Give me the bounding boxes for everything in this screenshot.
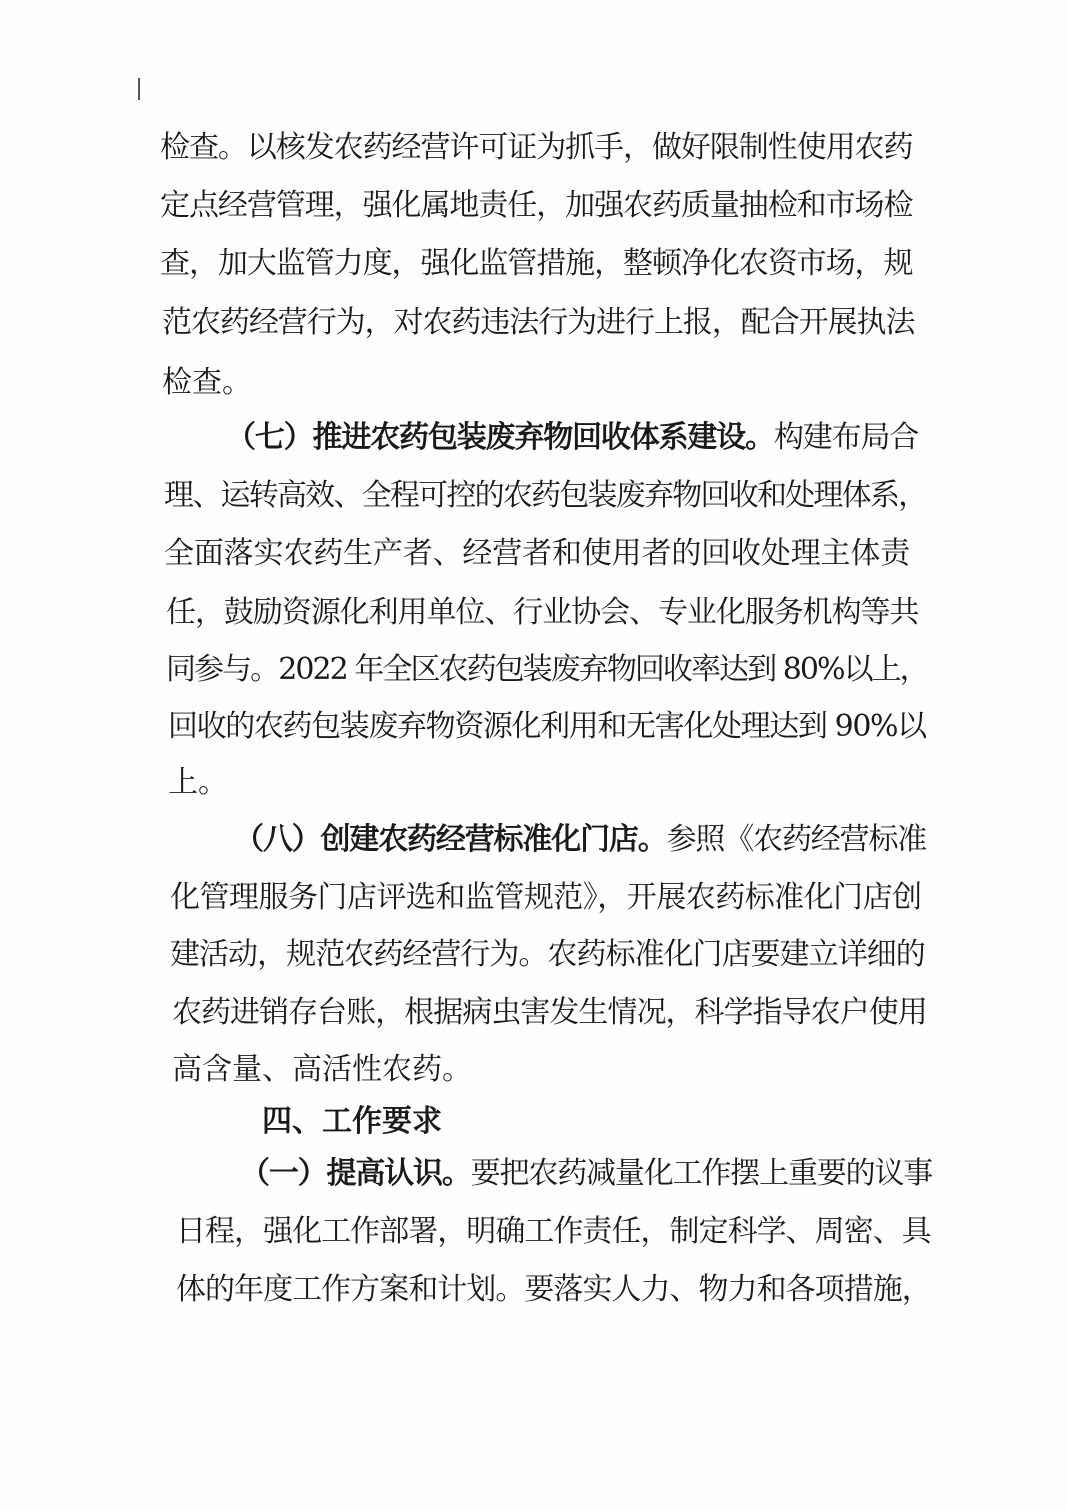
text-line xyxy=(262,1104,442,1140)
text-line xyxy=(240,1156,933,1192)
text-segment: 体的年度工作方案和计划。要落实人力、物力和各项措施， xyxy=(176,1272,931,1307)
text-line xyxy=(170,937,925,973)
text-segment: 要把农药减量化工作摆上重要的议事 xyxy=(470,1156,933,1191)
text-line xyxy=(160,246,913,282)
text-line xyxy=(166,652,928,688)
text-line xyxy=(226,420,919,456)
text-segment: 参照《农药经营标准 xyxy=(666,822,927,857)
text-segment: 定点经营管理，强化属地责任，加强农药质量抽检和市场检 xyxy=(160,188,913,223)
text-segment: 检查。 xyxy=(162,365,252,400)
section-heading-7: （七）推进农药包装废弃物回收体系建设。 xyxy=(226,420,774,455)
text-segment: 查，加大监管力度，强化监管措施，整顿净化农资市场，规 xyxy=(160,246,913,281)
text-line xyxy=(176,1214,931,1250)
text-segment: 回收的农药包装废弃物资源化利用和无害化处理达到 90%以 xyxy=(168,709,926,744)
text-line xyxy=(168,765,228,801)
text-line xyxy=(160,130,913,166)
text-line xyxy=(160,188,913,224)
text-line xyxy=(234,822,927,858)
text-line xyxy=(170,880,922,916)
text-segment: 化管理服务门店评选和监管规范》，开展农药标准化门店创 xyxy=(170,880,922,915)
text-line xyxy=(176,1272,931,1308)
text-segment: 任，鼓励资源化利用单位、行业协会、专业化服务机构等共 xyxy=(166,595,919,630)
subsection-heading-1: （一）提高认识。 xyxy=(240,1156,471,1191)
text-segment: 同参与。2022 年全区农药包装废弃物回收率达到 80%以上， xyxy=(166,652,928,687)
scan-margin-mark xyxy=(138,78,140,100)
text-segment: 范农药经营行为，对农药违法行为进行上报，配合开展执法 xyxy=(162,305,915,340)
text-segment: 高含量、高活性农药。 xyxy=(172,1052,472,1087)
text-line xyxy=(168,709,926,745)
text-line xyxy=(162,305,915,341)
text-line xyxy=(172,1052,472,1088)
text-segment: 日程，强化工作部署，明确工作责任，制定科学、周密、具 xyxy=(176,1214,931,1249)
text-segment: 理、运转高效、全程可控的农药包装废弃物回收和处理体系， xyxy=(164,478,927,513)
text-line xyxy=(162,365,252,401)
text-segment: 全面落实农药生产者、经营者和使用者的回收处理主体责 xyxy=(164,536,911,571)
text-segment: 建活动，规范农药经营行为。农药标准化门店要建立详细的 xyxy=(170,937,925,972)
text-segment: 检查。以核发农药经营许可证为抓手，做好限制性使用农药 xyxy=(160,130,913,165)
text-segment: 上。 xyxy=(168,765,228,800)
section-heading-8: （八）创建农药经营标准化门店。 xyxy=(234,822,667,857)
text-segment: 农药进销存台账，根据病虫害发生情况，科学指导农户使用 xyxy=(172,995,927,1030)
text-segment: 构建布局合 xyxy=(773,420,919,455)
text-line xyxy=(164,536,909,572)
text-line xyxy=(172,995,927,1031)
section-heading-4: 四、工作要求 xyxy=(262,1104,442,1139)
text-line xyxy=(166,595,919,631)
text-line xyxy=(164,478,927,514)
